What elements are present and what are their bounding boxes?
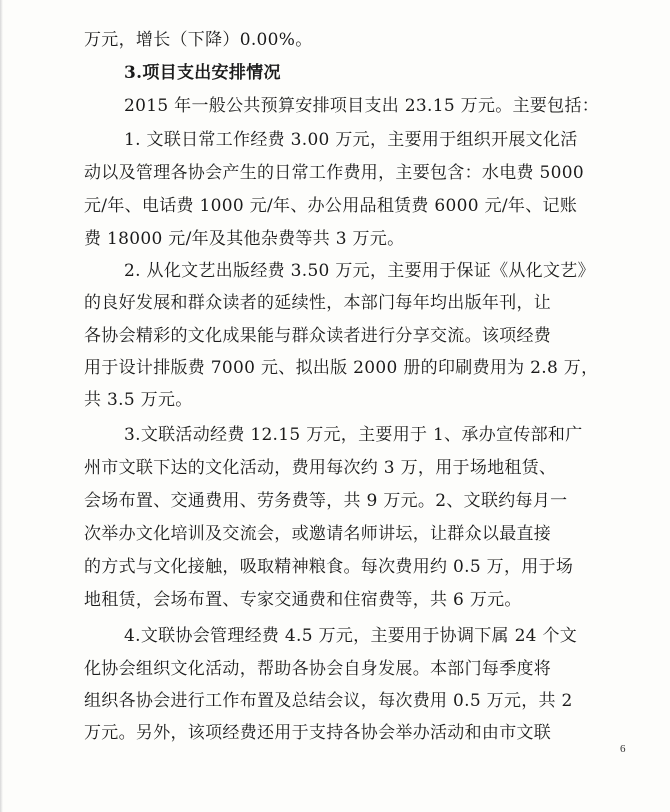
text-line-11: 用于设计排版费 7000 元、拟出版 2000 册的印刷费用为 2.8 万， (84, 358, 599, 378)
text-line-7: 费 18000 元/年及其他杂费等共 3 万元。 (84, 229, 405, 249)
text-line-14: 州市文联下达的文化活动，费用每次约 3 万，用于场地租赁、 (84, 458, 557, 478)
page-number: 6 (620, 743, 626, 755)
text-line-20: 化协会组织文化活动，帮助各协会自身发展。本部门每季度将 (84, 659, 552, 679)
text-line-22: 万元。另外，该项经费还用于支持各协会举办活动和由市文联 (84, 723, 552, 743)
text-line-13: 3.文联活动经费 12.15 万元，主要用于 1、承办宣传部和广 (124, 425, 583, 445)
text-line-15: 会场布置、交通费用、劳务费等，共 9 万元。2、文联约每月一 (84, 491, 568, 511)
text-line-4: 1. 文联日常工作经费 3.00 万元，主要用于组织开展文化活 (124, 130, 578, 150)
text-line-5: 动以及管理各协会产生的日常工作费用，主要包含：水电费 5000 (84, 163, 584, 183)
text-line-17: 的方式与文化接触，吸取精神粮食。每次费用约 0.5 万，用于场 (84, 557, 574, 577)
text-line-10: 各协会精彩的文化成果能与群众读者进行分享交流。该项经费 (84, 326, 552, 346)
text-line-21: 组织各协会进行工作布置及总结会议，每次费用 0.5 万元，共 2 (84, 691, 573, 711)
text-line-8: 2. 从化文艺出版经费 3.50 万元，主要用于保证《从化文艺》 (124, 261, 595, 281)
text-line-16: 次举办文化培训及交流会，或邀请名师讲坛，让群众以最直接 (84, 524, 552, 544)
text-line-9: 的良好发展和群众读者的延续性，本部门每年均出版年刊，让 (84, 293, 552, 313)
text-line-12: 共 3.5 万元。 (84, 390, 193, 410)
text-line-3: 2015 年一般公共预算安排项目支出 23.15 万元。主要包括： (124, 96, 600, 116)
text-line-1: 万元，增长（下降）0.00%。 (84, 30, 313, 50)
text-line-6: 元/年、电话费 1000 元/年、办公用品租赁费 6000 元/年、记账 (84, 196, 578, 216)
scan-edge (0, 0, 3, 812)
section-heading: 3.项目支出安排情况 (124, 63, 281, 83)
text-line-18: 地租赁，会场布置、专家交通费和住宿费等，共 6 万元。 (84, 590, 522, 610)
text-line-19: 4.文联协会管理经费 4.5 万元，主要用于协调下属 24 个文 (124, 626, 578, 646)
